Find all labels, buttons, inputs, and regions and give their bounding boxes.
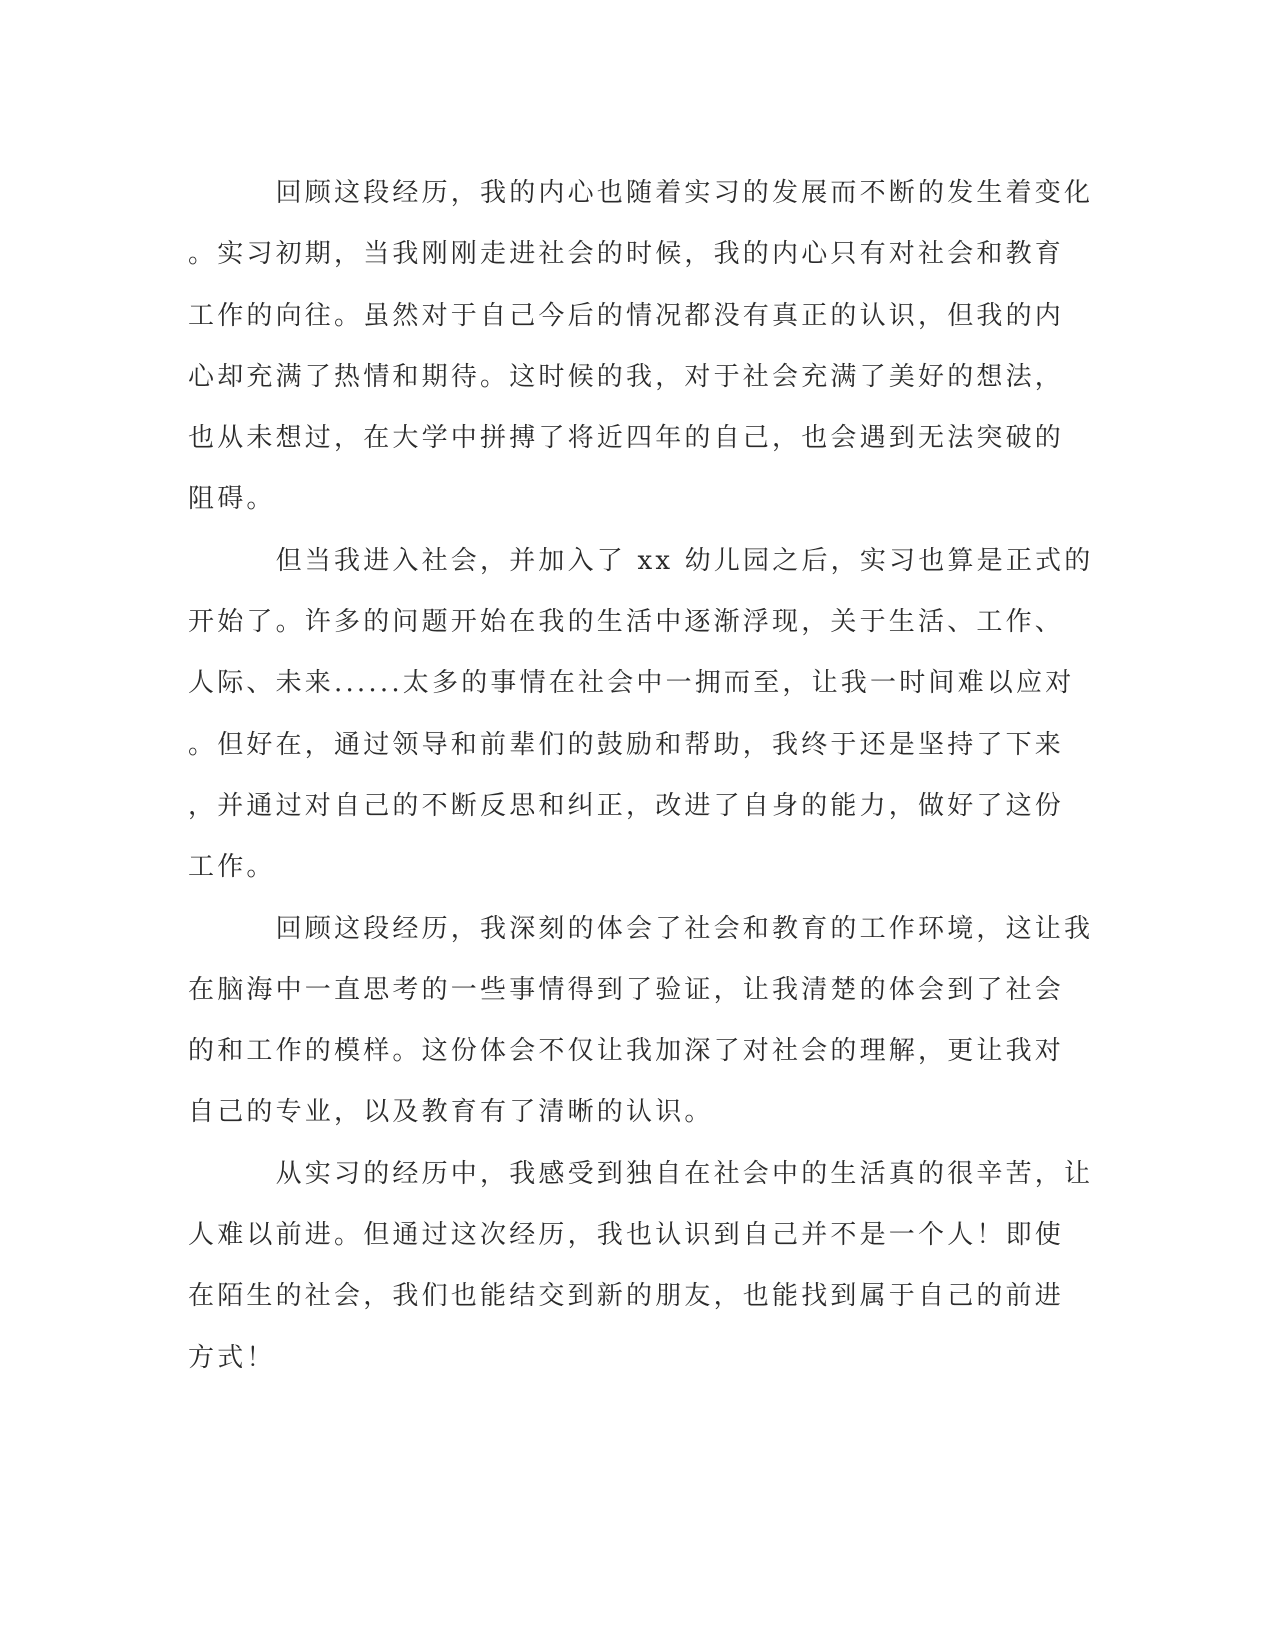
text-line: 方式！ — [188, 1342, 276, 1373]
text-line: 在脑海中一直思考的一些事情得到了验证，让我清楚的体会到了社会 — [188, 974, 1065, 1005]
text-line: 回顾这段经历，我深刻的体会了社会和教育的工作环境，这让我 — [188, 913, 1094, 944]
text-line: 也从未想过，在大学中拼搏了将近四年的自己，也会遇到无法突破的 — [188, 423, 1065, 454]
text-line: 从实习的经历中，我感受到独自在社会中的生活真的很辛苦，让 — [188, 1158, 1094, 1189]
text-line: 但当我进入社会，并加入了 xx 幼儿园之后，实习也算是正式的 — [188, 545, 1094, 576]
text-line: 。但好在，通过领导和前辈们的鼓励和帮助，我终于还是坚持了下来 — [188, 729, 1065, 760]
body-text — [188, 163, 1094, 1389]
text-line: 的和工作的模样。这份体会不仅让我加深了对社会的理解，更让我对 — [188, 1036, 1065, 1067]
text-line: 心却充满了热情和期待。这时候的我，对于社会充满了美好的想法， — [188, 361, 1065, 392]
text-line: 人难以前进。但通过这次经历，我也认识到自己并不是一个人！即使 — [188, 1220, 1065, 1251]
text-line: 阻碍。 — [188, 484, 276, 515]
text-line: 工作的向往。虽然对于自己今后的情况都没有真正的认识，但我的内 — [188, 300, 1065, 331]
text-line: 在陌生的社会，我们也能结交到新的朋友，也能找到属于自己的前进 — [188, 1281, 1065, 1312]
text-line: 开始了。许多的问题开始在我的生活中逐渐浮现，关于生活、工作、 — [188, 607, 1065, 638]
text-line: 回顾这段经历，我的内心也随着实习的发展而不断的发生着变化 — [188, 178, 1094, 208]
text-line: 人际、未来......太多的事情在社会中一拥而至，让我一时间难以应对 — [188, 668, 1075, 699]
text-line: ，并通过对自己的不断反思和纠正，改进了自身的能力，做好了这份 — [188, 790, 1065, 821]
text-line: 。实习初期，当我刚刚走进社会的时候，我的内心只有对社会和教育 — [188, 239, 1065, 270]
text-line: 工作。 — [188, 852, 276, 883]
text-line: 自己的专业，以及教育有了清晰的认识。 — [188, 1097, 714, 1128]
